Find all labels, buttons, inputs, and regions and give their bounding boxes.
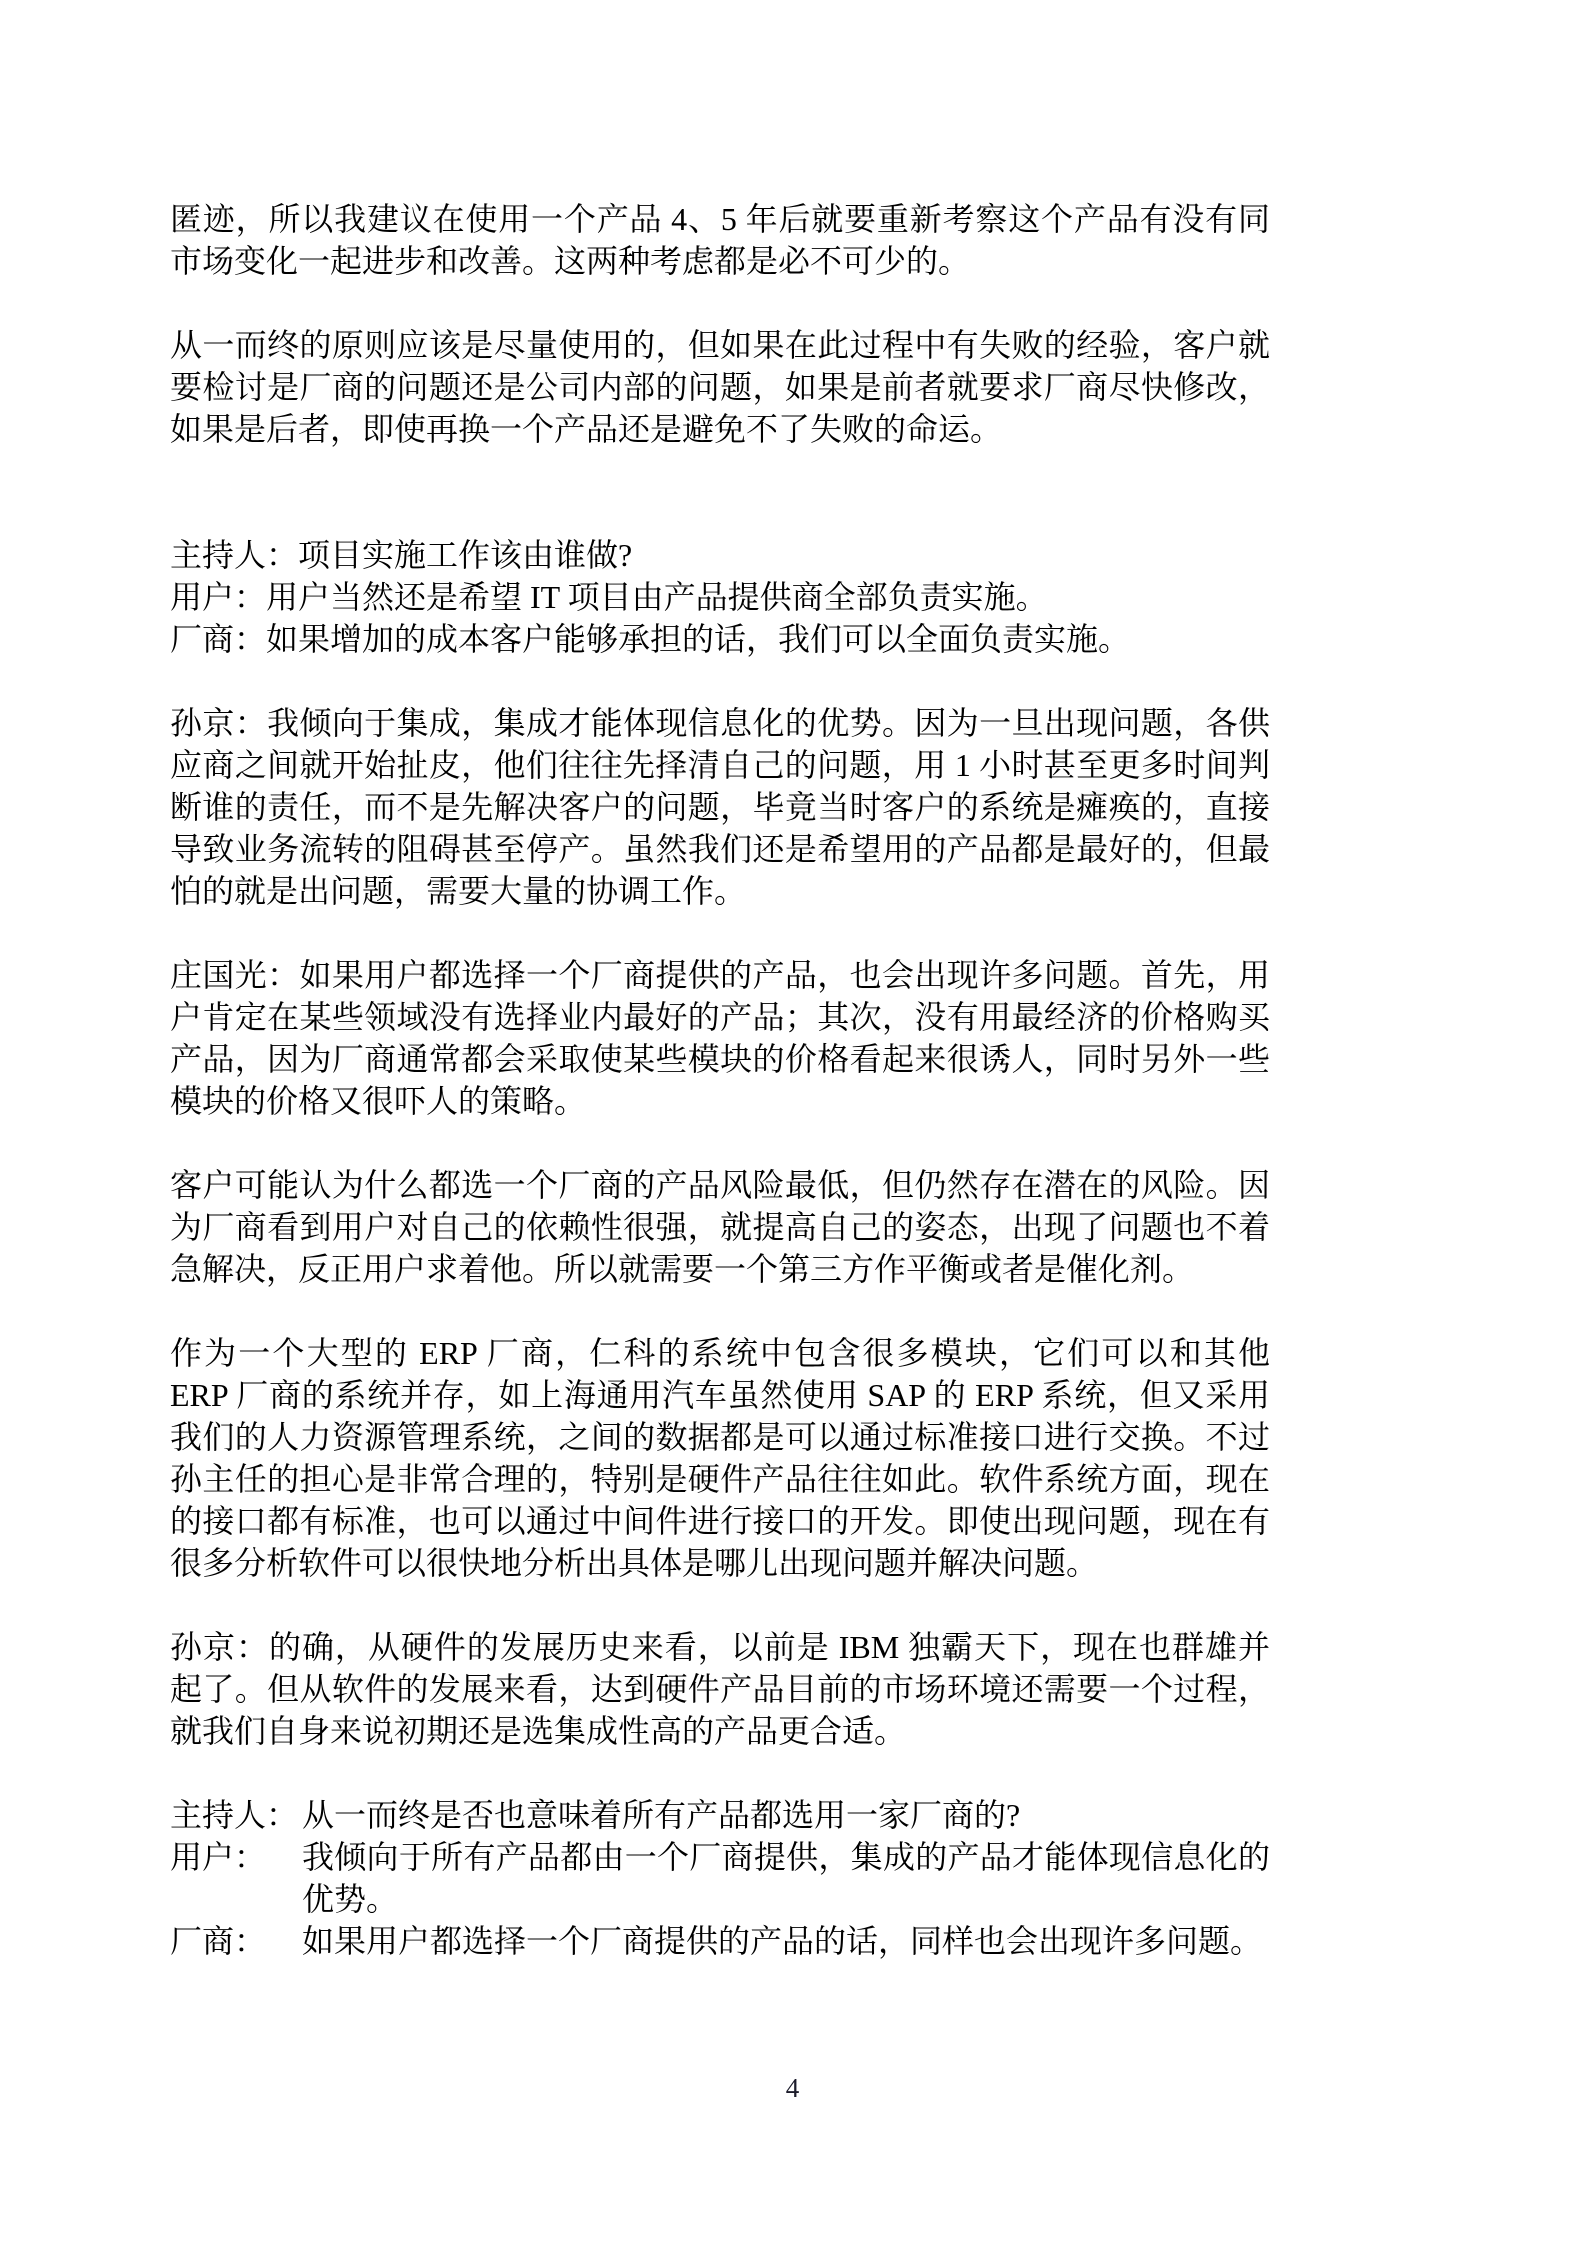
dialog-block-single-vendor (170, 1794, 1270, 1962)
paragraph-intro-tail: 匿迹，所以我建议在使用一个产品 4、5 年后就要重新考察这个产品有没有同市场变化一起进步和改善。这两种考虑都是必不可少的。 (170, 201, 1270, 279)
dialog-line-user: 用户：用户当然还是希望 IT 项目由产品提供商全部负责实施。 (170, 579, 1048, 615)
page-footer (0, 2072, 1585, 2104)
paragraph-sunjing-hardware: 孙京：的确，从硬件的发展历史来看，以前是 IBM 独霸天下，现在也群雄并起了。但从软件的发展来看，达到硬件产品目前的市场环境还需要一个过程，就我们自身来说初期还是选集成性高的产品更合适。 (170, 1629, 1270, 1749)
page-number: 4 (785, 2073, 800, 2103)
paragraph-customer-risk: 客户可能认为什么都选一个厂商的产品风险最低，但仍然存在潜在的风险。因为厂商看到用户对自己的依赖性很强，就提高自己的姿态，出现了问题也不着急解决，反正用户求着他。所以就需要一个第三方作平衡或者是催化剂。 (170, 1167, 1270, 1287)
document-content (170, 198, 1270, 1962)
dialog-text-vendor: 如果用户都选择一个厂商提供的产品的话，同样也会出现许多问题。 (302, 1923, 1263, 1959)
dialog-text-user: 我倾向于所有产品都由一个厂商提供，集成的产品才能体现信息化的优势。 (302, 1839, 1270, 1917)
dialog-row-vendor (170, 1920, 1270, 1962)
paragraph-principle: 从一而终的原则应该是尽量使用的，但如果在此过程中有失败的经验，客户就要检讨是厂商的问题还是公司内部的问题，如果是前者就要求厂商尽快修改，如果是后者，即使再换一个产品还是避免不了失败的命运。 (170, 327, 1270, 447)
dialog-speaker-vendor: 厂商： (170, 1923, 267, 1959)
dialog-row-host (170, 1794, 1270, 1836)
paragraph-zhuangguoguang: 庄国光：如果用户都选择一个厂商提供的产品，也会出现许多问题。首先，用户肯定在某些领域没有选择业内最好的产品；其次，没有用最经济的价格购买产品，因为厂商通常都会采取使某些模块的价格看起来很诱人，同时另外一些模块的价格又很吓人的策略。 (170, 957, 1270, 1119)
paragraph-erp-vendor: 作为一个大型的 ERP 厂商，仁科的系统中包含很多模块，它们可以和其他 ERP 厂商的系统并存，如上海通用汽车虽然使用 SAP 的 ERP 系统，但又采用我们的人力资源管理系统，之间的数据都是可以通过标准接口进行交换。不过孙主任的担心是非常合理的，特别是硬件产品往往如此。软件系统方面，现在的接口都有标准，也可以通过中间件进行接口的开发。即使出现问题，现在有很多分析软件可以很快地分析出具体是哪儿出现问题并解决问题。 (170, 1335, 1270, 1581)
dialog-text-host: 从一而终是否也意味着所有产品都选用一家厂商的? (302, 1797, 1021, 1833)
dialog-block-implementation (170, 534, 1270, 660)
dialog-row-user (170, 1836, 1270, 1920)
dialog-speaker-user: 用户： (170, 1839, 267, 1875)
paragraph-sunjing-integration: 孙京：我倾向于集成，集成才能体现信息化的优势。因为一旦出现问题，各供应商之间就开始扯皮，他们往往先择清自己的问题，用 1 小时甚至更多时间判断谁的责任，而不是先解决客户的问题，毕竟当时客户的系统是瘫痪的，直接导致业务流转的阻碍甚至停产。虽然我们还是希望用的产品都是最好的，但最怕的就是出问题，需要大量的协调工作。 (170, 705, 1270, 909)
dialog-speaker-host: 主持人： (170, 1797, 299, 1833)
dialog-line-vendor: 厂商：如果增加的成本客户能够承担的话，我们可以全面负责实施。 (170, 621, 1131, 657)
dialog-line-host: 主持人：项目实施工作该由谁做? (170, 537, 633, 573)
